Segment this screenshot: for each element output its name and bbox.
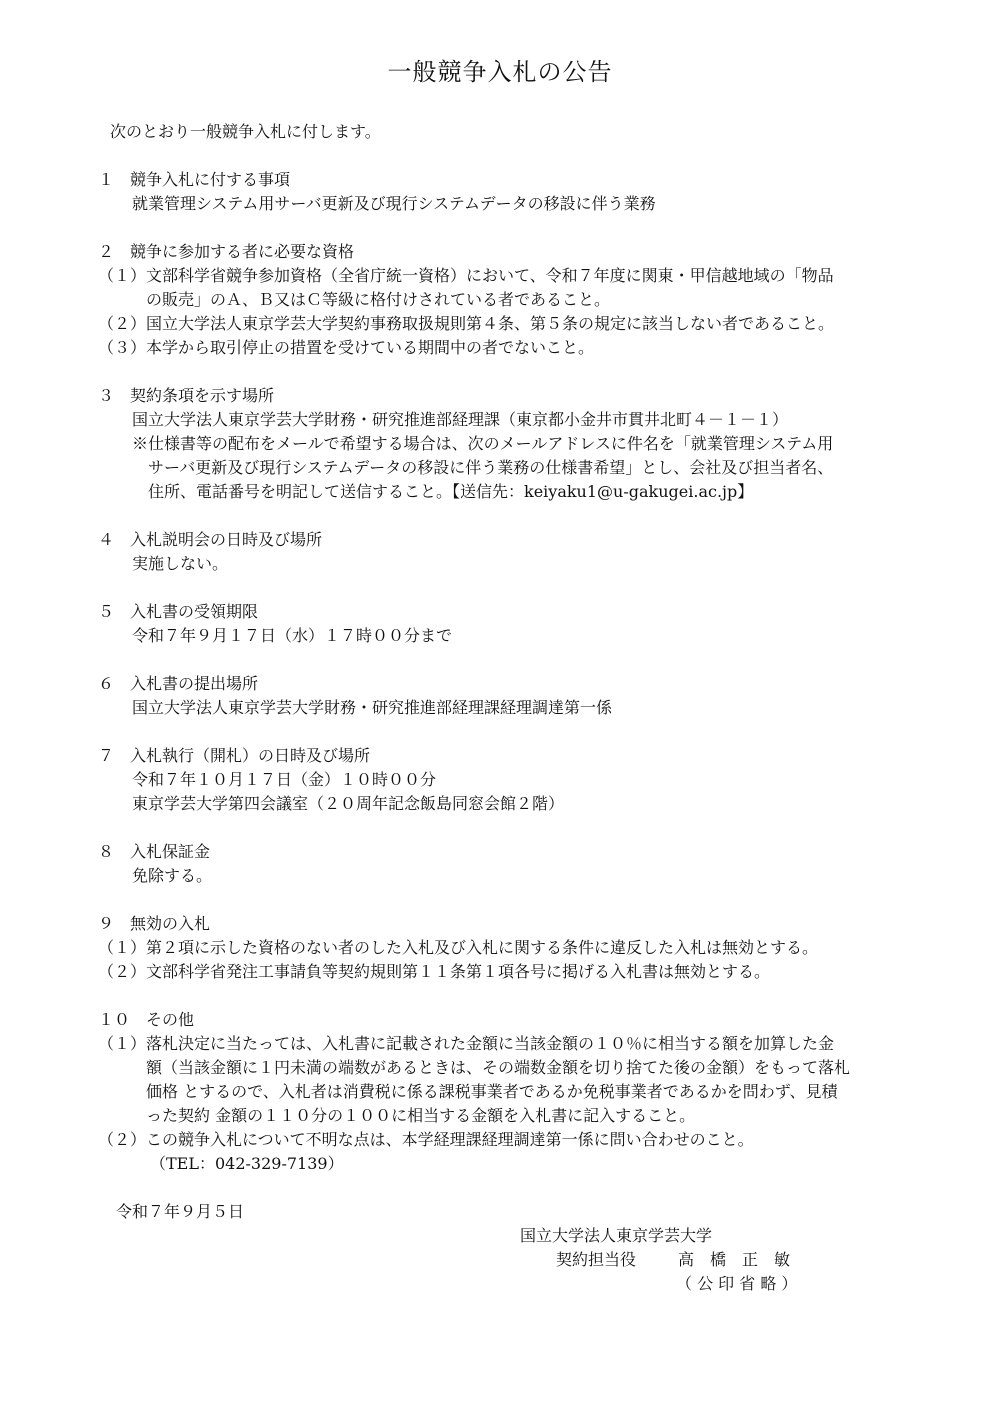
section-10-item-1-cont-3: った契約 金額の１１０分の１００に相当する金額を入札書に記入すること。 (146, 1106, 696, 1125)
section-5-heading: ５ 入札書の受領期限 (98, 602, 259, 621)
section-7-heading: ７ 入札執行（開札）の日時及び場所 (98, 746, 371, 765)
section-1-body: 就業管理システム用サーバ更新及び現行システムデータの移設に伴う業務 (132, 194, 656, 213)
section-10-item-2: （２）この競争入札について不明な点は、本学経理課経理調達第一係に問い合わせのこと。 (98, 1130, 754, 1149)
section-3-heading: ３ 契約条項を示す場所 (98, 386, 275, 405)
contact-phone: （TEL：042-329-7139） (150, 1154, 344, 1173)
section-6-body: 国立大学法人東京学芸大学財務・研究推進部経理課経理調達第一係 (132, 698, 613, 717)
section-5-body: 令和７年９月１７日（水）１７時００分まで (132, 626, 453, 645)
section-3-note-2: サーバ更新及び現行システムデータの移設に伴う業務の仕様書希望」とし、会社及び担当者名、 (148, 458, 834, 477)
section-4-body: 実施しない。 (132, 554, 229, 573)
section-1-heading: １ 競争入札に付する事項 (98, 170, 291, 189)
issue-date: 令和７年９月５日 (116, 1202, 245, 1221)
section-3-address: 国立大学法人東京学芸大学財務・研究推進部経理課（東京都小金井市貫井北町４－１－１） (132, 410, 789, 429)
intro-text: 次のとおり一般競争入札に付します。 (110, 122, 381, 141)
section-9-item-2: （２）文部科学省発注工事請負等契約規則第１１条第１項各号に掲げる入札書は無効とする。 (98, 962, 771, 981)
section-10-item-1-cont-2: 価格 とするので、入札者は消費税に係る課税事業者であるか免税事業者であるかを問わず、見積 (146, 1082, 838, 1101)
section-8-heading: ８ 入札保証金 (98, 842, 211, 861)
section-10-item-1-cont-1: 額（当該金額に１円未満の端数があるときは、その端数金額を切り捨てた後の金額）をもって落札 (146, 1058, 851, 1077)
section-3-note-1: ※仕様書等の配布をメールで希望する場合は、次のメールアドレスに件名を「就業管理システム用 (132, 434, 834, 453)
section-2-item-2: （２）国立大学法人東京学芸大学契約事務取扱規則第４条、第５条の規定に該当しない者であること。 (98, 314, 835, 333)
section-2-item-3: （３）本学から取引停止の措置を受けている期間中の者でないこと。 (98, 338, 595, 357)
section-10-heading: １０ その他 (98, 1010, 195, 1029)
notice-title: 一般競争入札の公告 (387, 58, 613, 86)
section-2-heading: ２ 競争に参加する者に必要な資格 (98, 242, 355, 261)
organization-name: 国立大学法人東京学芸大学 (520, 1226, 713, 1245)
section-9-item-1: （１）第２項に示した資格のない者のした入札及び入札に関する条件に違反した入札は無効とする。 (98, 938, 819, 957)
section-10-item-1: （１）落札決定に当たっては、入札書に記載された金額に当該金額の１０％に相当する額を加算した金 (98, 1034, 835, 1053)
section-8-body: 免除する。 (132, 866, 213, 885)
section-9-heading: ９ 無効の入札 (98, 914, 211, 933)
officer-role: 契約担当役 (556, 1250, 637, 1269)
section-3-note-3: 住所、電話番号を明記して送信すること。【送信先：keiyaku1@u-gakugei.ac.jp】 (148, 482, 754, 501)
section-4-heading: ４ 入札説明会の日時及び場所 (98, 530, 323, 549)
seal-omitted-note: （ 公 印 省 略 ） (676, 1274, 798, 1293)
section-2-item-1-cont: の販売」のＡ、Ｂ又はＣ等級に格付けされている者であること。 (146, 290, 611, 309)
section-7-place: 東京学芸大学第四会議室（２０周年記念飯島同窓会館２階） (132, 794, 565, 813)
section-7-datetime: 令和７年１０月１７日（金）１０時００分 (132, 770, 437, 789)
section-2-item-1: （１）文部科学省競争参加資格（全省庁統一資格）において、令和７年度に関東・甲信越地域の「物品 (98, 266, 834, 285)
officer-name: 高 橋 正 敏 (678, 1250, 791, 1269)
section-6-heading: ６ 入札書の提出場所 (98, 674, 259, 693)
